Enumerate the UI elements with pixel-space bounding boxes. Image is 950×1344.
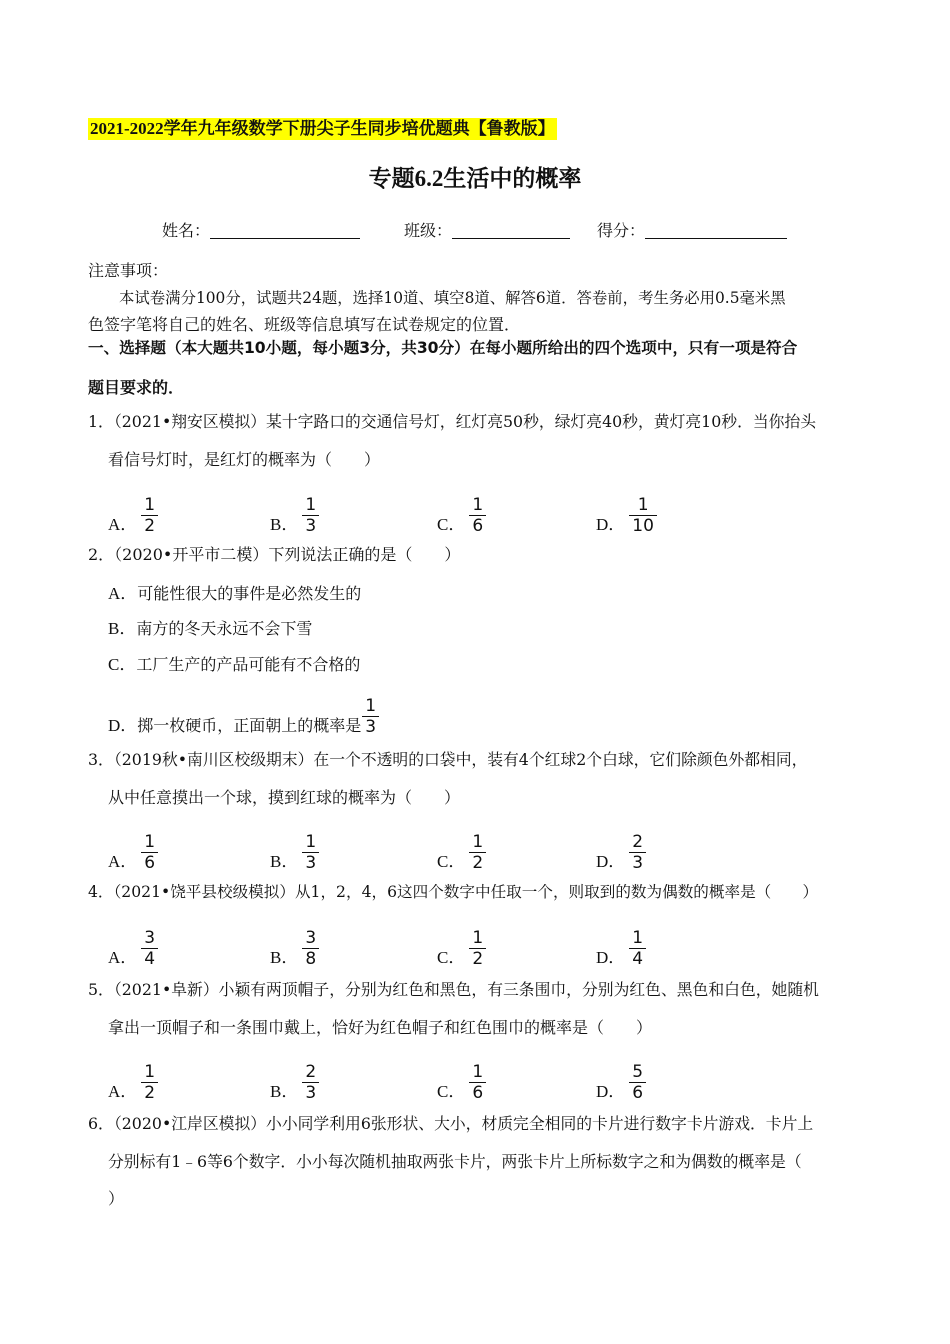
question-3-option-d: [596, 832, 646, 883]
denominator: 6: [632, 1083, 644, 1103]
question-4-option-c: [437, 928, 486, 979]
question-3-line-1: 3．（2019秋•南川区校级期末）在一个不透明的口袋中，装有4个红球2个白球，它们除颜色外都相同，: [88, 750, 808, 769]
question-1-option-a: [108, 495, 158, 546]
question-5-option-c: [437, 1062, 486, 1113]
numerator: 5: [629, 1062, 646, 1083]
question-1-option-b: [270, 495, 319, 546]
numerator: 1: [141, 1062, 158, 1083]
numerator: 3: [302, 928, 319, 949]
numerator: 1: [302, 495, 319, 516]
question-4-option-b: [270, 928, 319, 979]
question-3-option-a: [108, 832, 158, 883]
option-letter: C．: [437, 852, 466, 871]
denominator: 3: [365, 717, 377, 737]
score-field: [597, 218, 787, 241]
score-blank: [645, 238, 787, 239]
denominator: 4: [144, 949, 156, 969]
option-letter: B．: [108, 619, 137, 638]
fraction: [362, 696, 379, 737]
numerator: 2: [302, 1062, 319, 1083]
option-letter: A．: [108, 1082, 138, 1101]
numerator: 1: [469, 1062, 486, 1083]
option-letter: C．: [108, 655, 137, 674]
name-field: [162, 218, 360, 241]
option-letter: A．: [108, 852, 138, 871]
notice-heading: 注意事项：: [88, 261, 169, 280]
option-letter: C．: [437, 948, 466, 967]
notice-line-2: 色签字笔将自己的姓名、班级等信息填写在试卷规定的位置．: [88, 315, 521, 334]
option-letter: C．: [437, 1082, 466, 1101]
question-1-line-2: 看信号灯时，是红灯的概率为（ ）: [108, 450, 381, 469]
question-6-line-3: ）: [108, 1189, 125, 1208]
fraction: [469, 928, 486, 969]
option-letter: D．: [596, 1082, 626, 1101]
fraction: [141, 832, 158, 873]
denominator: 4: [632, 949, 644, 969]
question-2-option-d: [108, 696, 379, 747]
numerator: 1: [302, 832, 319, 853]
numerator: 1: [469, 495, 486, 516]
question-5-option-a: [108, 1062, 158, 1113]
question-5-line-2: 拿出一顶帽子和一条围巾戴上，恰好为红色帽子和红色围巾的概率是（ ）: [108, 1018, 653, 1037]
numerator: 2: [629, 832, 646, 853]
question-1-option-d: [596, 495, 657, 546]
class-field: [404, 218, 570, 241]
denominator: 10: [632, 516, 654, 536]
question-4-line-1: 4．（2021•饶平县校级模拟）从1，2，4，6这四个数字中任取一个，则取到的数为偶数的概率是（ ）: [88, 883, 819, 901]
name-label: 姓名：: [162, 221, 211, 240]
option-letter: C．: [437, 515, 466, 534]
denominator: 6: [472, 1083, 484, 1103]
option-letter: A．: [108, 948, 138, 967]
option-letter: B．: [270, 1082, 299, 1101]
page-title: 专题6.2生活中的概率: [368, 166, 582, 191]
denominator: 3: [305, 1083, 317, 1103]
fraction: [141, 928, 158, 969]
class-label: 班级：: [404, 221, 453, 240]
fraction: [141, 1062, 158, 1103]
name-blank: [210, 238, 360, 239]
class-blank: [452, 238, 570, 239]
option-text: 南方的冬天永远不会下雪: [136, 619, 313, 638]
question-4-option-d: [596, 928, 646, 979]
fraction: [141, 495, 158, 536]
numerator: 1: [469, 832, 486, 853]
option-text: 掷一枚硬币，正面朝上的概率是: [137, 716, 362, 735]
fraction: [469, 1062, 486, 1103]
numerator: 1: [629, 495, 657, 516]
option-letter: A．: [108, 515, 138, 534]
numerator: 3: [141, 928, 158, 949]
denominator: 2: [144, 516, 156, 536]
option-letter: D．: [596, 515, 626, 534]
series-banner: 2021-2022学年九年级数学下册尖子生同步培优题典【鲁教版】: [90, 119, 555, 138]
question-6-line-1: 6．（2020•江岸区模拟）小小同学利用6张形状、大小，材质完全相同的卡片进行数字卡片游戏．卡片上: [88, 1114, 814, 1133]
option-letter: D．: [596, 852, 626, 871]
option-letter: D．: [108, 716, 138, 735]
question-4-option-a: [108, 928, 158, 979]
option-letter: B．: [270, 515, 299, 534]
fraction: [629, 928, 646, 969]
fraction: [302, 832, 319, 873]
option-letter: D．: [596, 948, 626, 967]
section-heading-line-2: 题目要求的．: [88, 378, 185, 397]
numerator: 1: [141, 832, 158, 853]
denominator: 2: [472, 949, 484, 969]
denominator: 2: [472, 853, 484, 873]
question-2-line-1: 2．（2020•开平市二模）下列说法正确的是（ ）: [88, 545, 461, 564]
question-2-option-b: [108, 614, 312, 639]
section-heading-line-1: 一、选择题（本大题共10小题，每小题3分，共30分）在每小题所给出的四个选项中，只有一项是符合: [88, 339, 798, 357]
fraction: [302, 495, 319, 536]
fraction: [302, 928, 319, 969]
option-letter: A．: [108, 584, 138, 603]
option-letter: B．: [270, 852, 299, 871]
fraction: [302, 1062, 319, 1103]
denominator: 6: [472, 516, 484, 536]
question-3-line-2: 从中任意摸出一个球，摸到红球的概率为（ ）: [108, 788, 461, 807]
fraction: [469, 832, 486, 873]
question-2-option-c: [108, 650, 360, 675]
denominator: 3: [632, 853, 644, 873]
question-5-option-b: [270, 1062, 319, 1113]
question-3-option-b: [270, 832, 319, 883]
fraction: [469, 495, 486, 536]
numerator: 1: [629, 928, 646, 949]
notice-line-1: 本试卷满分100分，试题共24题，选择10道、填空8道、解答6道．答卷前，考生务必用0.5毫米黑: [119, 289, 786, 307]
question-6-line-2: 分别标有1﹣6等6个数字．小小每次随机抽取两张卡片，两张卡片上所标数字之和为偶数的概率是（: [108, 1152, 802, 1171]
question-5-line-1: 5．（2021•阜新）小颖有两顶帽子，分别为红色和黑色，有三条围巾，分别为红色、黑色和白色，她随机: [88, 980, 819, 999]
option-text: 可能性很大的事件是必然发生的: [137, 584, 362, 603]
option-letter: B．: [270, 948, 299, 967]
numerator: 1: [141, 495, 158, 516]
question-1-option-c: [437, 495, 486, 546]
option-text: 工厂生产的产品可能有不合格的: [136, 655, 361, 674]
question-5-option-d: [596, 1062, 646, 1113]
score-label: 得分：: [597, 221, 646, 240]
denominator: 2: [144, 1083, 156, 1103]
denominator: 3: [305, 853, 317, 873]
denominator: 8: [305, 949, 317, 969]
question-3-option-c: [437, 832, 486, 883]
question-2-option-a: [108, 579, 361, 604]
numerator: 1: [469, 928, 486, 949]
denominator: 3: [305, 516, 317, 536]
question-1-line-1: 1．（2021•翔安区模拟）某十字路口的交通信号灯，红灯亮50秒，绿灯亮40秒，黄灯亮10秒．当你抬头: [88, 412, 817, 431]
fraction: [629, 832, 646, 873]
denominator: 6: [144, 853, 156, 873]
fraction: [629, 495, 657, 536]
numerator: 1: [362, 696, 379, 717]
fraction: [629, 1062, 646, 1103]
